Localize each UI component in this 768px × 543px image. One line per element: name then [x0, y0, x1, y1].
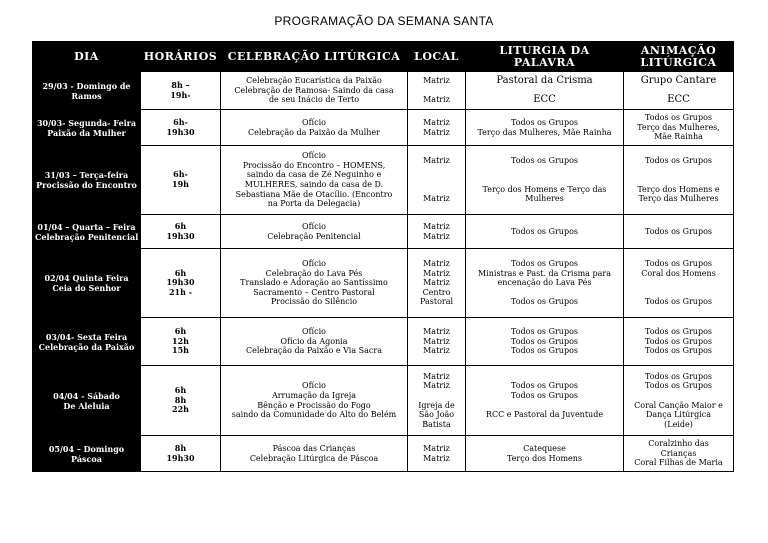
header-horarios: HORÁRIOS [141, 42, 221, 72]
cell-dia: 02/04 Quinta Feira Ceia do Senhor [33, 249, 141, 318]
cell-local: Matriz Matriz [408, 215, 466, 249]
header-local: LOCAL [408, 42, 466, 72]
cell-palavra: Todos os Grupos [466, 215, 624, 249]
cell-celebracao: Páscoa das Crianças Celebração Litúrgica de Páscoa [221, 436, 408, 472]
cell-palavra: Pastoral da Crisma ECC [466, 72, 624, 110]
cell-celebracao: Ofício Celebração Penitencial [221, 215, 408, 249]
table-row [33, 436, 734, 472]
table-row [33, 249, 734, 318]
cell-local: Matriz Matriz [408, 72, 466, 110]
header-animacao: ANIMAÇÃO LITÚRGICA [624, 42, 734, 72]
cell-celebracao: Ofício Celebração da Paixão da Mulher [221, 110, 408, 146]
cell-local: Matriz Matriz Matriz [408, 318, 466, 366]
table-row [33, 146, 734, 215]
cell-horarios: 8h 19h30 [141, 436, 221, 472]
cell-horarios: 6h 19h30 21h - [141, 249, 221, 318]
cell-horarios: 6h- 19h30 [141, 110, 221, 146]
cell-animacao: Todos os Grupos Terço dos Homens e Terço das Mulheres [624, 146, 734, 215]
cell-animacao: Todos os Grupos Terço das Mulheres, Mãe Rainha [624, 110, 734, 146]
cell-dia: 01/04 – Quarta – Feira Celebração Penitencial [33, 215, 141, 249]
cell-animacao: Grupo Cantare ECC [624, 72, 734, 110]
cell-palavra: Todos os Grupos Todos os Grupos RCC e Pastoral da Juventude [466, 366, 624, 436]
cell-palavra: Todos os Grupos Todos os Grupos Todos os Grupos [466, 318, 624, 366]
cell-palavra: Catequese Terço dos Homens [466, 436, 624, 472]
table-row [33, 215, 734, 249]
header-row [33, 42, 734, 72]
cell-celebracao: Ofício Celebração do Lava Pés Translado e Adoração ao Santíssimo Sacramento – Centro Pastoral Procissão do Silêncio [221, 249, 408, 318]
cell-celebracao: Ofício Procissão do Encontro – HOMENS, saindo da casa de Zé Neguinho e MULHERES, saindo da casa de D. Sebastiana Mãe de Otacílio. (Encontro na Porta da Delegacia) [221, 146, 408, 215]
cell-horarios: 6h- 19h [141, 146, 221, 215]
cell-local: Matriz Matriz Igreja de São João Batista [408, 366, 466, 436]
cell-animacao: Todos os Grupos Todos os Grupos Todos os Grupos [624, 318, 734, 366]
table-row [33, 366, 734, 436]
cell-local: Matriz Matriz [408, 436, 466, 472]
cell-animacao: Todos os Grupos Coral dos Homens Todos os Grupos [624, 249, 734, 318]
header-dia: DIA [33, 42, 141, 72]
cell-dia: 31/03 – Terça-feira Procissão do Encontro [33, 146, 141, 215]
header-liturgia-palavra: LITURGIA DA PALAVRA [466, 42, 624, 72]
cell-dia: 03/04- Sexta Feira Celebração da Paixão [33, 318, 141, 366]
table-row [33, 110, 734, 146]
cell-celebracao: Ofício Arrumação da Igreja Bênção e Procissão do Fogo saindo da Comunidade do Alto do Belém [221, 366, 408, 436]
cell-local: Matriz Matriz [408, 146, 466, 215]
schedule-table [32, 41, 734, 472]
cell-dia: 04/04 - Sábado De Aleluia [33, 366, 141, 436]
cell-animacao: Coralzinho das Crianças Coral Filhas de Maria [624, 436, 734, 472]
cell-horarios: 6h 8h 22h [141, 366, 221, 436]
cell-celebracao: Celebração Eucarística da Paixão Celebração de Ramosa- Saindo da casa de seu Inácio de Terto [221, 72, 408, 110]
cell-animacao: Todos os Grupos [624, 215, 734, 249]
cell-celebracao: Ofício Ofício da Agonia Celebração da Paixão e Via Sacra [221, 318, 408, 366]
table-row [33, 318, 734, 366]
cell-dia: 30/03- Segunda- Feira Paixão da Mulher [33, 110, 141, 146]
cell-horarios: 6h 12h 15h [141, 318, 221, 366]
cell-horarios: 8h – 19h- [141, 72, 221, 110]
page-title: PROGRAMAÇÃO DA SEMANA SANTA [274, 14, 494, 28]
cell-dia: 05/04 – Domingo Páscoa [33, 436, 141, 472]
cell-local: Matriz Matriz [408, 110, 466, 146]
cell-horarios: 6h 19h30 [141, 215, 221, 249]
table-row [33, 72, 734, 110]
cell-palavra: Todos os Grupos Terço das Mulheres, Mãe Rainha [466, 110, 624, 146]
cell-palavra: Todos os Grupos Ministras e Past. da Crisma para encenação do Lava Pés Todos os Grupos [466, 249, 624, 318]
cell-palavra: Todos os Grupos Terço dos Homens e Terço das Mulheres [466, 146, 624, 215]
cell-local: Matriz Matriz Matriz Centro Pastoral [408, 249, 466, 318]
cell-animacao: Todos os Grupos Todos os Grupos Coral Canção Maior e Dança Litúrgica (Leide) [624, 366, 734, 436]
cell-dia: 29/03 - Domingo de Ramos [33, 72, 141, 110]
header-celebracao: CELEBRAÇÃO LITÚRGICA [221, 42, 408, 72]
